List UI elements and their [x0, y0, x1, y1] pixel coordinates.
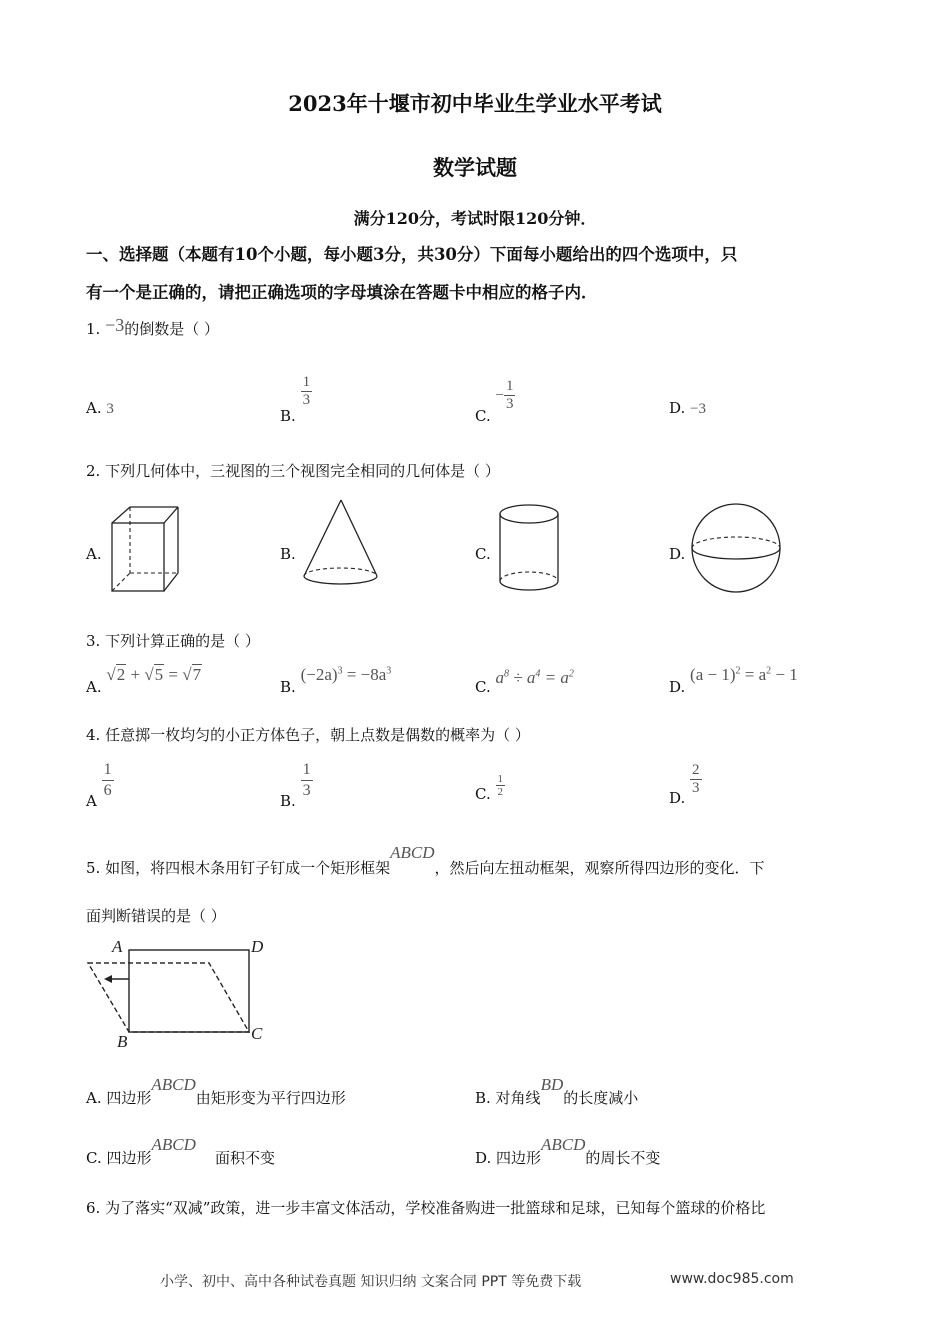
- math-expression: [690, 665, 798, 684]
- q5-text-b: ，然后向左扭动框架，观察所得四边形的变化．下: [434, 859, 765, 877]
- denominator: 3: [505, 396, 514, 412]
- exponent: 2: [568, 668, 574, 680]
- cylinder-figure: [498, 502, 562, 594]
- denominator: 3: [302, 782, 311, 799]
- fraction: [301, 374, 313, 409]
- question-6: 6. 为了落实“双减”政策，进一步丰富文体活动，学校准备购进一批篮球和足球，已知每个篮球的价格比: [86, 1199, 766, 1217]
- question-3: 3. 下列计算正确的是（ ）: [86, 632, 260, 650]
- q2-option-c-label[interactable]: C.: [475, 545, 491, 563]
- fraction: [496, 773, 506, 798]
- radicand: 2: [116, 665, 126, 684]
- option-label: C.: [475, 678, 491, 696]
- math-expression: [301, 665, 392, 684]
- denominator: 2: [497, 786, 503, 798]
- option-label: B.: [280, 406, 296, 425]
- math-expression: [496, 668, 574, 687]
- option-text: 的周长不变: [585, 1149, 661, 1167]
- term: a: [495, 668, 504, 687]
- numerator: 1: [505, 378, 514, 394]
- footer-url[interactable]: www.doc985.com: [670, 1271, 794, 1287]
- option-label: C.: [475, 784, 491, 803]
- q3-option-b[interactable]: [280, 665, 392, 696]
- vertex-c-label: C: [251, 1024, 263, 1043]
- numerator: 2: [692, 762, 700, 778]
- option-label: D.: [669, 788, 686, 807]
- term: ÷ a: [509, 668, 536, 687]
- option-label: D. 四边形: [475, 1149, 542, 1167]
- q4-option-a[interactable]: [86, 760, 114, 810]
- question-4: 4. 任意掷一枚均匀的小正方体色子，朝上点数是偶数的概率为（ ）: [86, 726, 530, 744]
- numerator: 1: [301, 760, 313, 781]
- option-label: B. 对角线: [475, 1089, 541, 1107]
- q2-option-d-label[interactable]: D.: [669, 545, 686, 563]
- option-text: 的长度减小: [563, 1089, 639, 1107]
- numerator: 1: [102, 760, 114, 781]
- q2-option-b-label[interactable]: B.: [280, 545, 296, 563]
- fraction: [102, 760, 114, 801]
- question-1: [86, 315, 220, 339]
- math-expression: BD: [540, 1075, 564, 1094]
- exponent: 8: [504, 668, 509, 680]
- q5-option-b[interactable]: [475, 1075, 639, 1108]
- term: (a − 1): [690, 665, 736, 684]
- numerator: 1: [302, 374, 311, 390]
- minus-sign: −: [495, 387, 504, 404]
- q3-option-c[interactable]: [475, 668, 574, 696]
- q5-text-a: 5. 如图，将四根木条用钉子钉成一个矩形框架: [86, 859, 391, 877]
- radicand: 7: [192, 665, 202, 684]
- cuboid-figure: [108, 505, 183, 595]
- q1-option-a[interactable]: [86, 399, 114, 418]
- radicand: 5: [154, 665, 164, 684]
- fraction: [301, 760, 313, 801]
- q3-option-d[interactable]: [669, 665, 798, 696]
- question-5-line1: [86, 843, 765, 878]
- exponent: 2: [766, 665, 772, 677]
- fraction: [504, 378, 516, 413]
- question-5-line2: 面判断错误的是（ ）: [86, 907, 226, 925]
- option-value: 3: [106, 401, 114, 417]
- q5-option-d[interactable]: [475, 1135, 661, 1168]
- q5-math-abcd: ABCD: [390, 843, 435, 862]
- sphere-figure: [690, 502, 782, 594]
- exponent: 4: [535, 668, 541, 680]
- option-label: A: [86, 791, 97, 810]
- q5-option-a[interactable]: [86, 1075, 346, 1108]
- q4-option-d[interactable]: [669, 762, 702, 807]
- numerator: 1: [497, 773, 503, 785]
- option-label: A. 四边形: [86, 1089, 152, 1107]
- exam-title: 2023年十堰市初中毕业生学业水平考试: [288, 91, 662, 116]
- rectangle-frame-figure: [84, 935, 284, 1055]
- option-label: A.: [86, 678, 102, 696]
- q1-option-b[interactable]: [280, 374, 312, 425]
- option-label: D.: [669, 399, 686, 417]
- math-expression: ABCD: [151, 1075, 196, 1094]
- option-label: C. 四边形: [86, 1149, 152, 1167]
- denominator: 3: [302, 392, 311, 408]
- exam-info: 满分120分，考试时限120分钟．: [353, 209, 597, 228]
- footer-text: 小学、初中、高中各种试卷真题 知识归纳 文案合同 PPT 等免费下载: [160, 1274, 582, 1290]
- exponent: 3: [337, 665, 343, 677]
- section-instruction-line2: 有一个是正确的，请把正确选项的字母填涂在答题卡中相应的格子内．: [86, 283, 598, 302]
- base: (−2a): [300, 665, 338, 684]
- q1-expression: −3: [105, 315, 125, 335]
- math-expression: √2 + √5 = √7: [106, 665, 202, 684]
- option-text: 由矩形变为平行四边形: [195, 1089, 346, 1107]
- vertex-d-label: D: [251, 937, 264, 956]
- q1-option-d[interactable]: [669, 399, 706, 418]
- q4-option-c[interactable]: [475, 773, 505, 803]
- exponent: 3: [386, 665, 392, 677]
- q4-option-b[interactable]: [280, 760, 313, 810]
- section-instruction-line1: 一、选择题（本题有10个小题，每小题3分，共30分）下面每小题给出的四个选项中，只: [86, 245, 738, 264]
- term: = a: [540, 668, 569, 687]
- fraction: [690, 762, 702, 797]
- option-value: −3: [690, 401, 707, 417]
- option-label: C.: [475, 406, 491, 425]
- option-label: B.: [280, 678, 296, 696]
- option-label: A.: [86, 399, 102, 417]
- exponent: 2: [735, 665, 741, 677]
- term: = a: [740, 665, 767, 684]
- q2-option-a-label[interactable]: A.: [86, 545, 102, 563]
- cone-figure: [300, 498, 382, 590]
- denominator: 6: [103, 782, 112, 799]
- vertex-b-label: B: [117, 1032, 128, 1051]
- rhs: = −8a: [342, 665, 387, 684]
- q1-option-c[interactable]: [475, 378, 515, 425]
- term: − 1: [771, 665, 798, 684]
- math-expression: ABCD: [151, 1135, 196, 1154]
- vertex-a-label: A: [112, 937, 123, 956]
- question-2: 2. 下列几何体中，三视图的三个视图完全相同的几何体是（ ）: [86, 462, 500, 480]
- option-text: 面积不变: [214, 1149, 275, 1167]
- exam-subtitle: 数学试题: [433, 155, 517, 180]
- math-expression: ABCD: [541, 1135, 586, 1154]
- q1-number: 1.: [86, 320, 101, 338]
- operator: =: [168, 665, 179, 684]
- q5-option-c[interactable]: [86, 1135, 275, 1168]
- q3-option-a[interactable]: [86, 665, 202, 696]
- option-label: B.: [280, 791, 296, 810]
- q1-text: 的倒数是（ ）: [124, 320, 220, 338]
- operator: +: [130, 665, 141, 684]
- option-label: D.: [669, 678, 686, 696]
- denominator: 3: [692, 780, 700, 796]
